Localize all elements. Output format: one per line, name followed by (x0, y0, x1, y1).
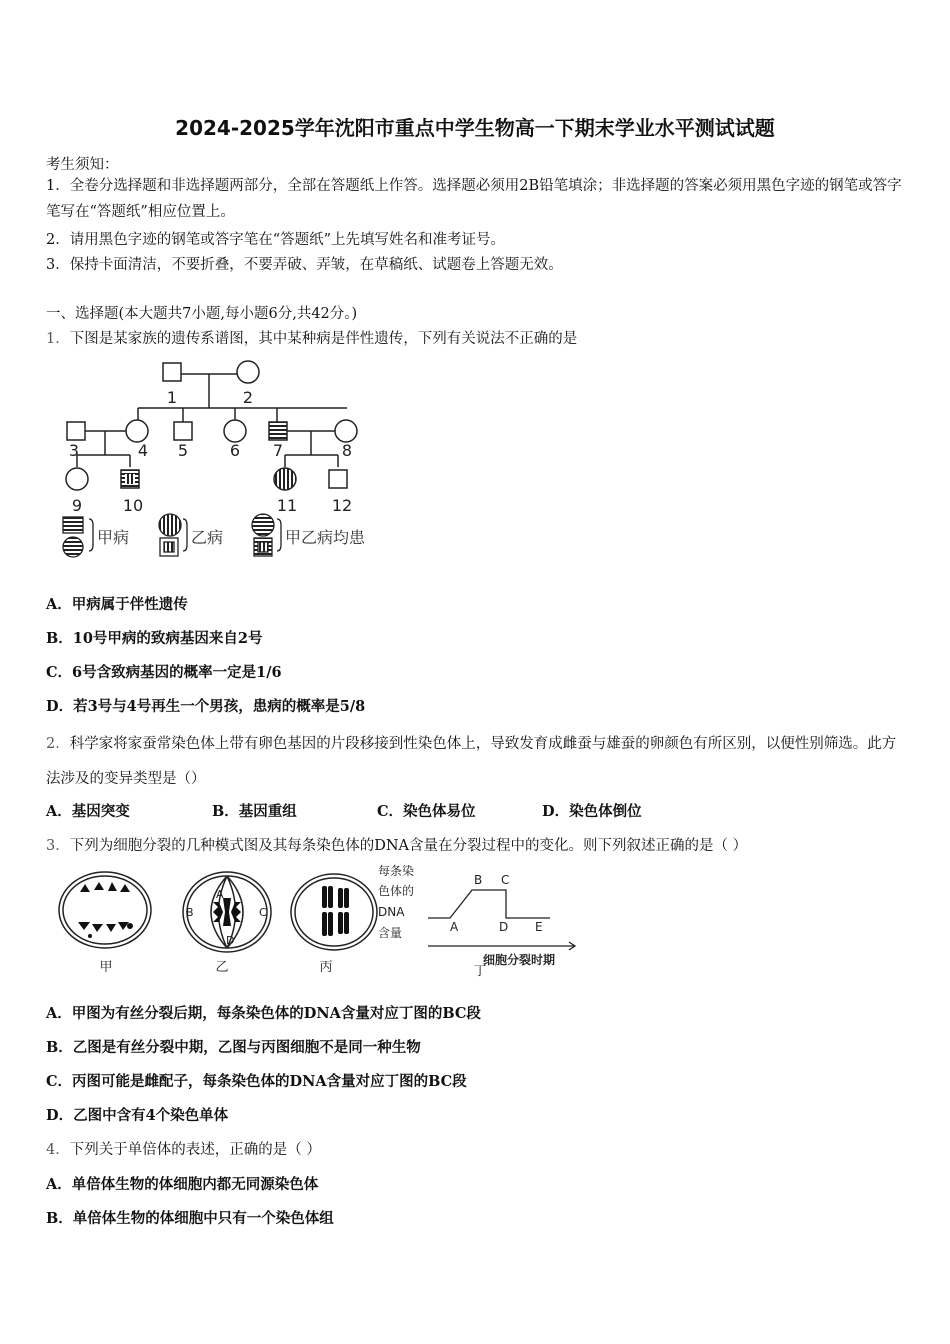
label-5: 5 (177, 441, 189, 460)
q4-option-b: B．单倍体生物的体细胞中只有一个染色体组 (46, 1210, 334, 1227)
graph-point-d: D (499, 920, 509, 934)
cell-jia (59, 872, 151, 948)
cell-bing (291, 874, 377, 950)
label-1: 1 (166, 388, 178, 407)
question-3 (46, 834, 747, 855)
label-9: 9 (71, 496, 83, 515)
cell-label-c: C (259, 906, 267, 919)
individual-4-female (126, 420, 148, 442)
q2-option-b: B．基因重组 (212, 803, 297, 820)
q2-option-a: A．基因突变 (46, 803, 130, 820)
question-number: 4． (46, 1142, 70, 1158)
label-2: 2 (242, 388, 254, 407)
question-stem: 下图是某家族的遗传系谱图，其中某种病是伴性遗传，下列有关说法不正确的是 (69, 331, 578, 347)
label-jia: 甲 (99, 960, 113, 975)
individual-7-male (269, 422, 287, 440)
individual-2-female (237, 361, 259, 383)
q1-option-c: C．6号含致病基因的概率一定是1/6 (46, 664, 282, 681)
label-ding: 丁 (473, 964, 487, 979)
notice-heading: 考生须知： (46, 157, 119, 173)
ylabel-line-1: 每条染 (378, 864, 415, 878)
question-stem: 科学家将家蚕常染色体上带有卵色基因的片段移接到性染色体上，导致发育成雌蚕与雄蚕的卵颜色有所区别，以便性别筛选。此方法涉及的变异类型是（） (46, 736, 897, 787)
individual-1-male (163, 363, 181, 381)
question-1 (46, 327, 577, 348)
individual-6-female (224, 420, 246, 442)
pedigree-figure (55, 357, 415, 567)
label-bing: 丙 (319, 960, 333, 975)
exam-title: 2024-2025学年沈阳市重点中学生物高一下期末学业水平测试试题 (175, 116, 775, 140)
xlabel: 细胞分裂时期 (483, 953, 556, 967)
cell-label-a: A (216, 888, 224, 901)
individual-5-male (174, 422, 192, 440)
individual-3-male (67, 422, 85, 440)
label-11: 11 (276, 496, 298, 515)
q3-option-c: C．丙图可能是雌配子，每条染色体的DNA含量对应丁图的BC段 (46, 1073, 467, 1090)
label-8: 8 (341, 441, 353, 460)
notice-item-3: 3．保持卡面清洁，不要折叠，不要弄破、弄皱，在草稿纸、试题卷上答题无效。 (46, 257, 563, 273)
label-3: 3 (68, 441, 80, 460)
graph-point-c: C (501, 873, 510, 887)
cell-label-d: D (226, 934, 235, 947)
label-6: 6 (229, 441, 241, 460)
graph-point-e: E (535, 920, 543, 934)
label-yi: 乙 (215, 960, 229, 975)
question-stem: 下列关于单倍体的表述，正确的是（ ） (69, 1142, 321, 1158)
question-number: 3． (46, 838, 70, 854)
question-4 (46, 1138, 321, 1159)
notice-item-2: 2．请用黑色字迹的钢笔或答字笔在“答题纸”上先填写姓名和准考证号。 (46, 232, 506, 248)
q3-option-d: D．乙图中含有4个染色单体 (46, 1107, 229, 1124)
legend-yi: 乙病 (191, 528, 224, 547)
section-heading: 一、选择题(本大题共7小题,每小题6分,共42分。) (46, 306, 358, 322)
q1-option-b: B．10号甲病的致病基因来自2号 (46, 630, 263, 647)
notice-item-1: 1．全卷分选择题和非选择题两部分，全部在答题纸上作答。选择题必须用2B铅笔填涂；非选择题的答案必须用黑色字迹的钢笔或答字笔写在“答题纸”相应位置上。 (46, 178, 902, 220)
individual-9-female (66, 468, 88, 490)
q1-option-a: A．甲病属于伴性遗传 (46, 596, 188, 613)
question-number: 1． (46, 331, 70, 347)
q2-option-d: D．染色体倒位 (542, 803, 642, 820)
legend-both: 甲乙病均患 (285, 528, 366, 547)
label-10: 10 (122, 496, 144, 515)
ylabel-line-4: 含量 (378, 926, 403, 940)
label-4: 4 (137, 441, 149, 460)
q3-option-b: B．乙图是有丝分裂中期，乙图与丙图细胞不是同一种生物 (46, 1039, 421, 1056)
ylabel-line-2: 色体的 (378, 884, 415, 898)
individual-11-female (274, 468, 296, 490)
legend-jia: 甲病 (97, 528, 130, 547)
q3-option-a: A．甲图为有丝分裂后期，每条染色体的DNA含量对应丁图的BC段 (46, 1005, 481, 1022)
q2-option-c: C．染色体易位 (377, 803, 476, 820)
question-stem: 下列为细胞分裂的几种模式图及其每条染色体的DNA含量在分裂过程中的变化。则下列叙述正确的是（ ） (69, 838, 748, 854)
dna-curve (428, 890, 550, 918)
graph-point-a: A (450, 920, 459, 934)
label-7: 7 (272, 441, 284, 460)
q1-option-d: D．若3号与4号再生一个男孩，患病的概率是5/8 (46, 698, 366, 715)
individual-12-male (329, 470, 347, 488)
ylabel-line-3: DNA (378, 905, 405, 919)
question-2 (46, 727, 906, 797)
q4-option-a: A．单倍体生物的体细胞内都无同源染色体 (46, 1176, 319, 1193)
label-12: 12 (331, 496, 353, 515)
cell-label-b: B (186, 906, 194, 919)
individual-8-female (335, 420, 357, 442)
cell-division-figure (50, 860, 590, 980)
graph-point-b: B (474, 873, 483, 887)
question-number: 2． (46, 736, 70, 752)
